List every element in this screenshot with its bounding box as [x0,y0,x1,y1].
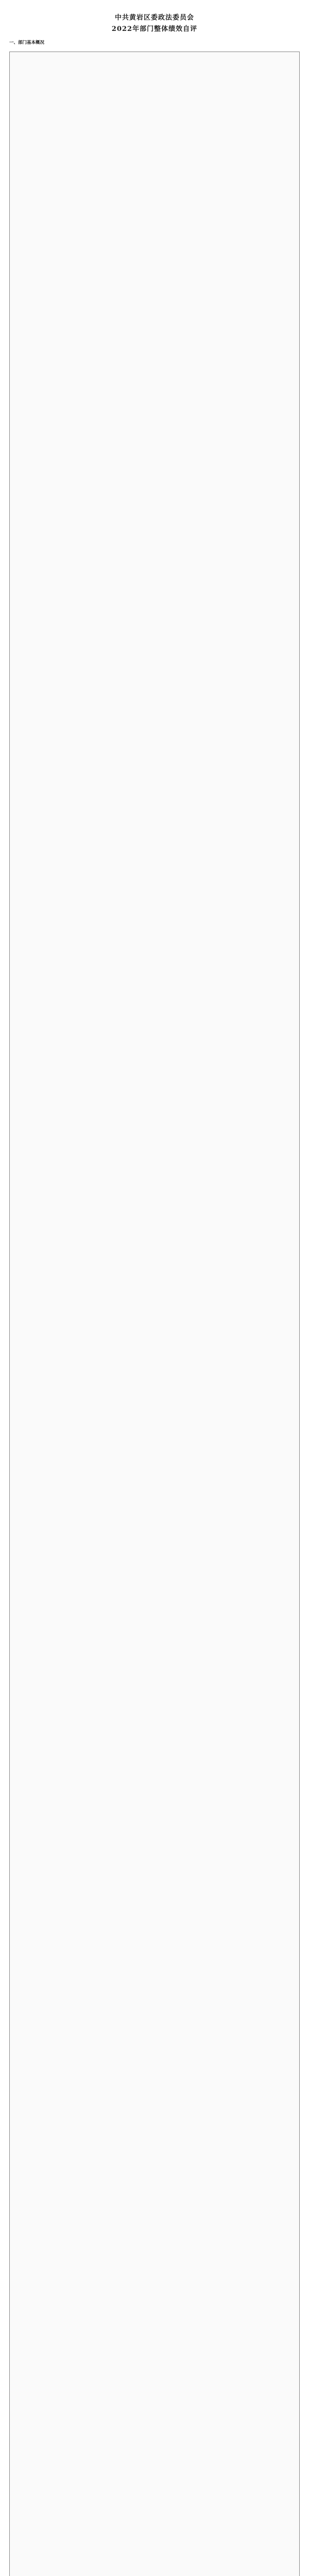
document-sheet [9,9,300,2576]
section-heading-1: 一、部门基本概况 [9,40,45,45]
title-line-2: 2022年部门整体绩效自评 [111,25,198,33]
title-line-1: 中共黄岩区委政法委员会 [114,14,194,22]
document-title [9,12,300,35]
document-body-region [9,52,300,2576]
